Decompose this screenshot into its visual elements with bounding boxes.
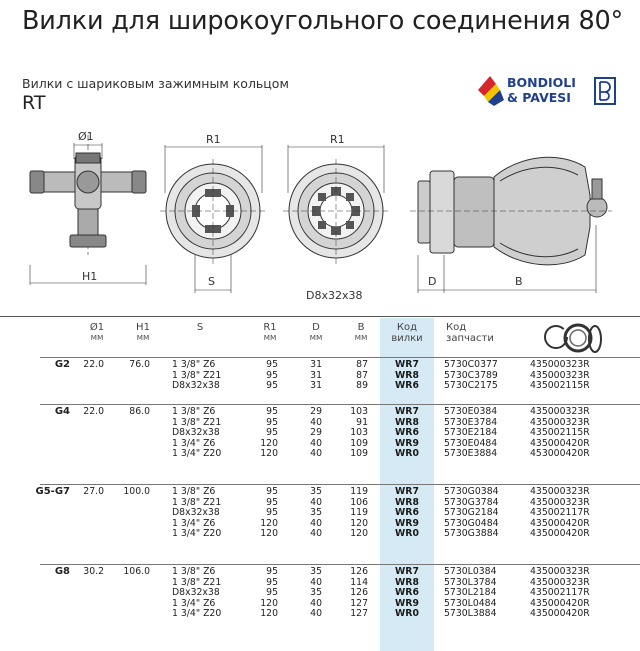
label-d: D bbox=[428, 275, 437, 288]
cell-part: 435000323R bbox=[530, 576, 590, 588]
cell-r1: 95 bbox=[266, 566, 278, 577]
cell-d: 31 bbox=[310, 359, 322, 370]
cell-r1: 95 bbox=[266, 576, 278, 588]
cell-b: 126 bbox=[350, 566, 368, 577]
label-s: S bbox=[208, 275, 215, 288]
cell-d: 40 bbox=[310, 608, 322, 620]
cell-wr: WR9 bbox=[395, 437, 419, 449]
cell-code: 5730E3784 bbox=[444, 416, 498, 428]
cell-d: 35 bbox=[310, 507, 322, 519]
header-yoke-code: Код вилки bbox=[391, 322, 423, 344]
cell-d: 35 bbox=[310, 587, 322, 599]
cell-s: D8x32x38 bbox=[172, 587, 220, 599]
cell-code: 5730C2175 bbox=[444, 380, 498, 392]
cell-wr: WR6 bbox=[395, 380, 419, 392]
cell-r1: 95 bbox=[266, 486, 278, 497]
cell-d: 31 bbox=[310, 369, 322, 381]
cell-d: 29 bbox=[310, 427, 322, 439]
cell-wr: WR9 bbox=[395, 517, 419, 529]
table-top-rule bbox=[0, 316, 640, 317]
cell-h1: 76.0 bbox=[129, 359, 150, 370]
cell-part: 435000420R bbox=[530, 597, 590, 609]
group-name: G8 bbox=[54, 566, 70, 577]
cell-code: 5730E2184 bbox=[444, 427, 498, 439]
cell-r1: 95 bbox=[266, 406, 278, 417]
cell-b: 120 bbox=[350, 528, 368, 540]
label-o1: Ø1 bbox=[78, 130, 94, 143]
front-view-1-drawing bbox=[160, 145, 266, 293]
header-o1: Ø1 мм bbox=[89, 322, 105, 343]
cell-wr: WR6 bbox=[395, 507, 419, 519]
cell-code: 5730L0484 bbox=[444, 597, 497, 609]
cell-part: 435000420R bbox=[530, 528, 590, 540]
group-name: G2 bbox=[54, 359, 70, 370]
cell-s: 1 3/4" Z20 bbox=[172, 528, 222, 540]
cell-part: 453000420R bbox=[530, 448, 590, 460]
cell-d: 40 bbox=[310, 416, 322, 428]
cell-code: 5730G2184 bbox=[444, 507, 499, 519]
cell-wr: WR8 bbox=[395, 576, 419, 588]
cell-b: 126 bbox=[350, 587, 368, 599]
cell-d: 40 bbox=[310, 517, 322, 529]
cell-wr: WR8 bbox=[395, 369, 419, 381]
cell-code: 5730E0384 bbox=[444, 406, 498, 417]
cell-part: 435000420R bbox=[530, 517, 590, 529]
cell-part: 435000323R bbox=[530, 496, 590, 508]
cell-part: 435000323R bbox=[530, 369, 590, 381]
cell-wr: WR0 bbox=[395, 528, 419, 540]
cell-d: 31 bbox=[310, 380, 322, 392]
cell-d: 40 bbox=[310, 597, 322, 609]
cell-s: 1 3/8" Z21 bbox=[172, 496, 222, 508]
cell-code: 5730L3884 bbox=[444, 608, 497, 620]
label-h1: H1 bbox=[82, 270, 98, 283]
cell-b: 127 bbox=[350, 597, 368, 609]
cell-part: 435002117R bbox=[530, 507, 590, 519]
logo-line2: & PAVESI bbox=[507, 90, 571, 105]
cell-wr: WR9 bbox=[395, 597, 419, 609]
bondioli-pavesi-logo bbox=[474, 70, 620, 110]
cell-s: 1 3/8" Z21 bbox=[172, 576, 222, 588]
cell-b: 119 bbox=[350, 486, 368, 497]
cell-code: 5730E0484 bbox=[444, 437, 498, 449]
series-name: RT bbox=[22, 92, 46, 114]
subtitle: Вилки с шариковым зажимным кольцом bbox=[22, 76, 289, 91]
cell-code: 5730E3884 bbox=[444, 448, 498, 460]
cell-r1: 95 bbox=[266, 380, 278, 392]
technical-drawings bbox=[0, 115, 640, 315]
cell-r1: 95 bbox=[266, 507, 278, 519]
cell-b: 87 bbox=[356, 359, 368, 370]
cell-s: 1 3/8" Z6 bbox=[172, 486, 216, 497]
cell-r1: 95 bbox=[266, 496, 278, 508]
cell-b: 120 bbox=[350, 517, 368, 529]
front-view-2-drawing bbox=[283, 145, 389, 265]
cell-r1: 95 bbox=[266, 369, 278, 381]
yoke-side-view-drawing bbox=[410, 157, 612, 293]
cell-s: 1 3/4" Z6 bbox=[172, 517, 216, 529]
label-r1-a: R1 bbox=[206, 133, 221, 146]
snap-ring-icon bbox=[538, 318, 608, 356]
cell-s: 1 3/4" Z6 bbox=[172, 437, 216, 449]
cell-s: D8x32x38 bbox=[172, 427, 220, 439]
cell-s: 1 3/8" Z6 bbox=[172, 359, 216, 370]
group-divider bbox=[40, 357, 640, 358]
cell-b: 89 bbox=[356, 380, 368, 392]
cell-code: 5730L0384 bbox=[444, 566, 497, 577]
cell-wr: WR6 bbox=[395, 587, 419, 599]
cell-b: 109 bbox=[350, 448, 368, 460]
cell-wr: WR7 bbox=[395, 406, 419, 417]
group-name: G4 bbox=[54, 406, 70, 417]
header-h1: H1 мм bbox=[136, 322, 150, 343]
header-r1: R1 мм bbox=[263, 322, 277, 343]
cell-part: 435002115R bbox=[530, 380, 590, 392]
cell-r1: 120 bbox=[260, 528, 278, 540]
cell-r1: 95 bbox=[266, 427, 278, 439]
cell-h1: 106.0 bbox=[123, 566, 150, 577]
cell-code: 5730G0384 bbox=[444, 486, 499, 497]
cell-o1: 22.0 bbox=[83, 406, 104, 417]
label-b: B bbox=[515, 275, 523, 288]
cell-r1: 120 bbox=[260, 608, 278, 620]
cell-s: 1 3/8" Z21 bbox=[172, 369, 222, 381]
logo-line1: BONDIOLI bbox=[507, 75, 576, 90]
group-name: G5-G7 bbox=[35, 486, 70, 497]
cell-wr: WR8 bbox=[395, 496, 419, 508]
cell-o1: 30.2 bbox=[83, 566, 104, 577]
group-divider bbox=[40, 404, 640, 405]
cell-code: 5730L2184 bbox=[444, 587, 497, 599]
cell-d: 40 bbox=[310, 576, 322, 588]
group-divider bbox=[40, 484, 640, 485]
cell-b: 91 bbox=[356, 416, 368, 428]
cell-code: 5730G3884 bbox=[444, 528, 499, 540]
cell-d: 40 bbox=[310, 448, 322, 460]
cell-s: 1 3/8" Z21 bbox=[172, 416, 222, 428]
cell-b: 114 bbox=[350, 576, 368, 588]
cell-s: 1 3/4" Z6 bbox=[172, 597, 216, 609]
cell-r1: 120 bbox=[260, 437, 278, 449]
cell-r1: 120 bbox=[260, 597, 278, 609]
cell-part: 435000323R bbox=[530, 416, 590, 428]
cell-part: 435000420R bbox=[530, 437, 590, 449]
header-d: D мм bbox=[309, 322, 323, 343]
header-b: B мм bbox=[354, 322, 368, 343]
cell-s: 1 3/4" Z20 bbox=[172, 448, 222, 460]
cell-b: 87 bbox=[356, 369, 368, 381]
cell-s: 1 3/8" Z6 bbox=[172, 566, 216, 577]
cell-code: 5730C3789 bbox=[444, 369, 498, 381]
cell-part: 435002117R bbox=[530, 587, 590, 599]
cell-d: 35 bbox=[310, 486, 322, 497]
cell-r1: 95 bbox=[266, 359, 278, 370]
cell-part: 435000323R bbox=[530, 406, 590, 417]
cross-joint-drawing bbox=[30, 135, 146, 285]
cell-r1: 95 bbox=[266, 587, 278, 599]
cell-wr: WR6 bbox=[395, 427, 419, 439]
cell-h1: 100.0 bbox=[123, 486, 150, 497]
cell-wr: WR7 bbox=[395, 359, 419, 370]
cell-b: 103 bbox=[350, 427, 368, 439]
cell-d: 40 bbox=[310, 437, 322, 449]
cell-part: 435000420R bbox=[530, 608, 590, 620]
header-s: S bbox=[196, 322, 204, 333]
cell-part: 435000323R bbox=[530, 359, 590, 370]
cell-b: 106 bbox=[350, 496, 368, 508]
cell-s: 1 3/8" Z6 bbox=[172, 406, 216, 417]
cell-wr: WR7 bbox=[395, 566, 419, 577]
cell-b: 119 bbox=[350, 507, 368, 519]
cell-d: 29 bbox=[310, 406, 322, 417]
cell-h1: 86.0 bbox=[129, 406, 150, 417]
page-title: Вилки для широкоугольного соединения 80° bbox=[22, 6, 624, 36]
cell-o1: 22.0 bbox=[83, 359, 104, 370]
cell-d: 35 bbox=[310, 566, 322, 577]
cell-r1: 95 bbox=[266, 416, 278, 428]
cell-wr: WR8 bbox=[395, 416, 419, 428]
cell-b: 109 bbox=[350, 437, 368, 449]
cell-b: 103 bbox=[350, 406, 368, 417]
cell-r1: 120 bbox=[260, 448, 278, 460]
group-divider bbox=[40, 564, 640, 565]
cell-part: 435002115R bbox=[530, 427, 590, 439]
cell-code: 5730G3784 bbox=[444, 496, 499, 508]
cell-o1: 27.0 bbox=[83, 486, 104, 497]
cell-code: 5730L3784 bbox=[444, 576, 497, 588]
label-d8: D8x32x38 bbox=[306, 289, 363, 302]
cell-part: 435000323R bbox=[530, 566, 590, 577]
cell-code: 5730C0377 bbox=[444, 359, 498, 370]
label-r1-b: R1 bbox=[330, 133, 345, 146]
cell-wr: WR0 bbox=[395, 448, 419, 460]
cell-part: 435000323R bbox=[530, 486, 590, 497]
cell-s: D8x32x38 bbox=[172, 507, 220, 519]
cell-wr: WR0 bbox=[395, 608, 419, 620]
cell-s: D8x32x38 bbox=[172, 380, 220, 392]
cell-b: 127 bbox=[350, 608, 368, 620]
cell-s: 1 3/4" Z20 bbox=[172, 608, 222, 620]
cell-d: 40 bbox=[310, 528, 322, 540]
cell-d: 40 bbox=[310, 496, 322, 508]
cell-wr: WR7 bbox=[395, 486, 419, 497]
header-part-code: Код запчасти bbox=[446, 322, 494, 344]
cell-code: 5730G0484 bbox=[444, 517, 499, 529]
cell-r1: 120 bbox=[260, 517, 278, 529]
